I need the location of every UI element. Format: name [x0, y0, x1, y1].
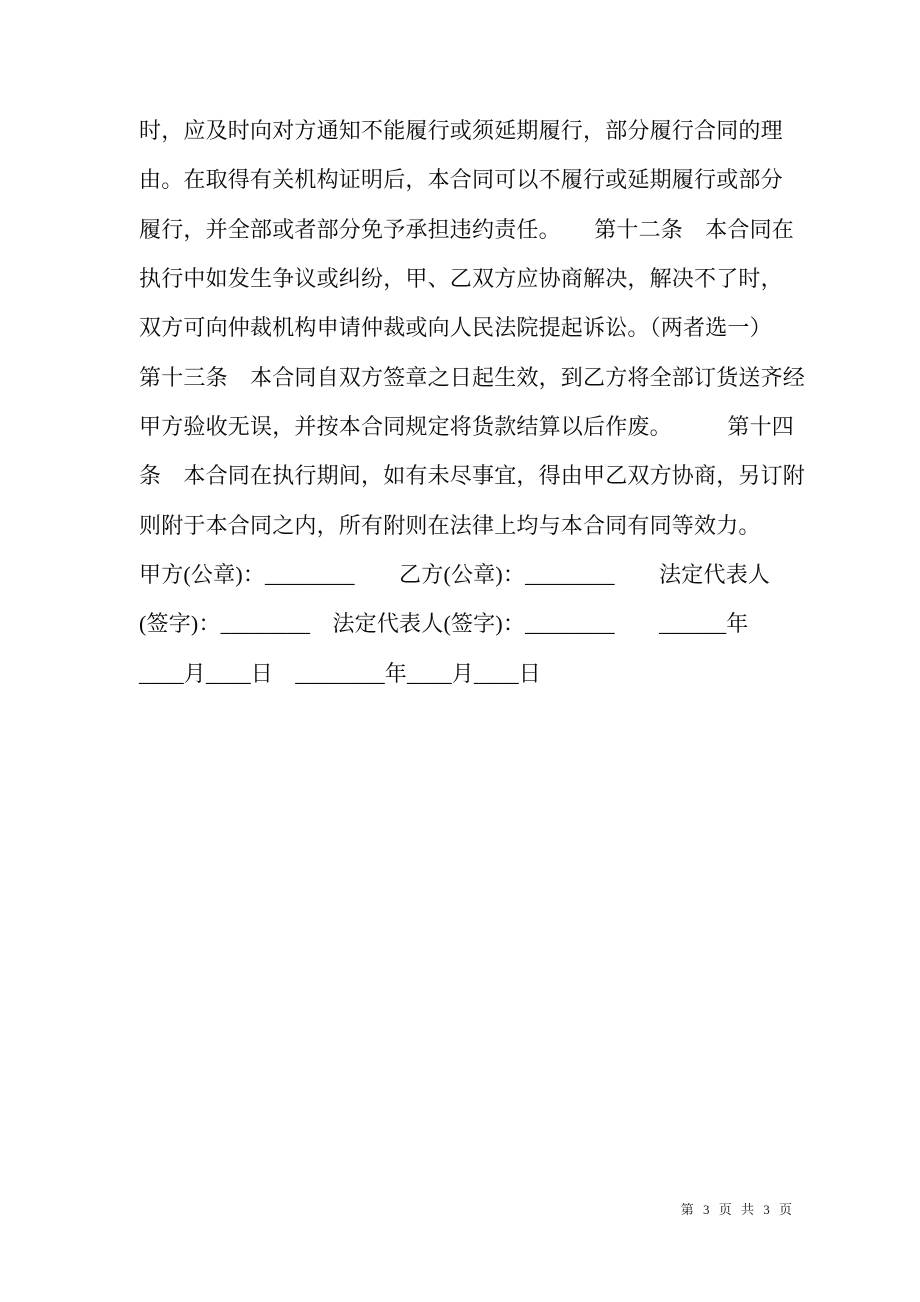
body-line-6: 第十三条 本合同自双方签章之日起生效，到乙方将全部订货送齐经: [139, 364, 806, 390]
signature-line-3: ____月____日 ________年____月____日: [139, 660, 542, 686]
body-line-8: 条 本合同在执行期间，如有未尽事宜，得由甲乙双方协商，另订附: [139, 463, 806, 489]
body-line-9: 则附于本合同之内，所有附则在法律上均与本合同有同等效力。: [139, 512, 761, 538]
contract-body-text: [139, 106, 811, 698]
body-line-4: 执行中如发生争议或纠纷，甲、乙双方应协商解决，解决不了时，: [139, 266, 783, 292]
body-line-1: 时，应及时向对方通知不能履行或须延期履行，部分履行合同的理: [139, 118, 783, 143]
signature-line-2: (签字)：________ 法定代表人(签字)：________ ______年: [139, 611, 749, 637]
signature-line-1: 甲方(公章)：________ 乙方(公章)：________ 法定代表人: [139, 562, 771, 588]
page-number-footer: 第 3 页 共 3 页: [680, 1202, 795, 1217]
body-line-5: 双方可向仲裁机构申请仲裁或向人民法院提起诉讼。（两者选一）: [139, 315, 772, 341]
body-line-7: 甲方验收无误，并按本合同规定将货款结算以后作废。 第十四: [139, 414, 795, 440]
body-line-2: 由。在取得有关机构证明后，本合同可以不履行或延期履行或部分: [139, 167, 783, 193]
body-line-3: 履行，并全部或者部分免予承担违约责任。 第十二条 本合同在: [139, 216, 795, 242]
